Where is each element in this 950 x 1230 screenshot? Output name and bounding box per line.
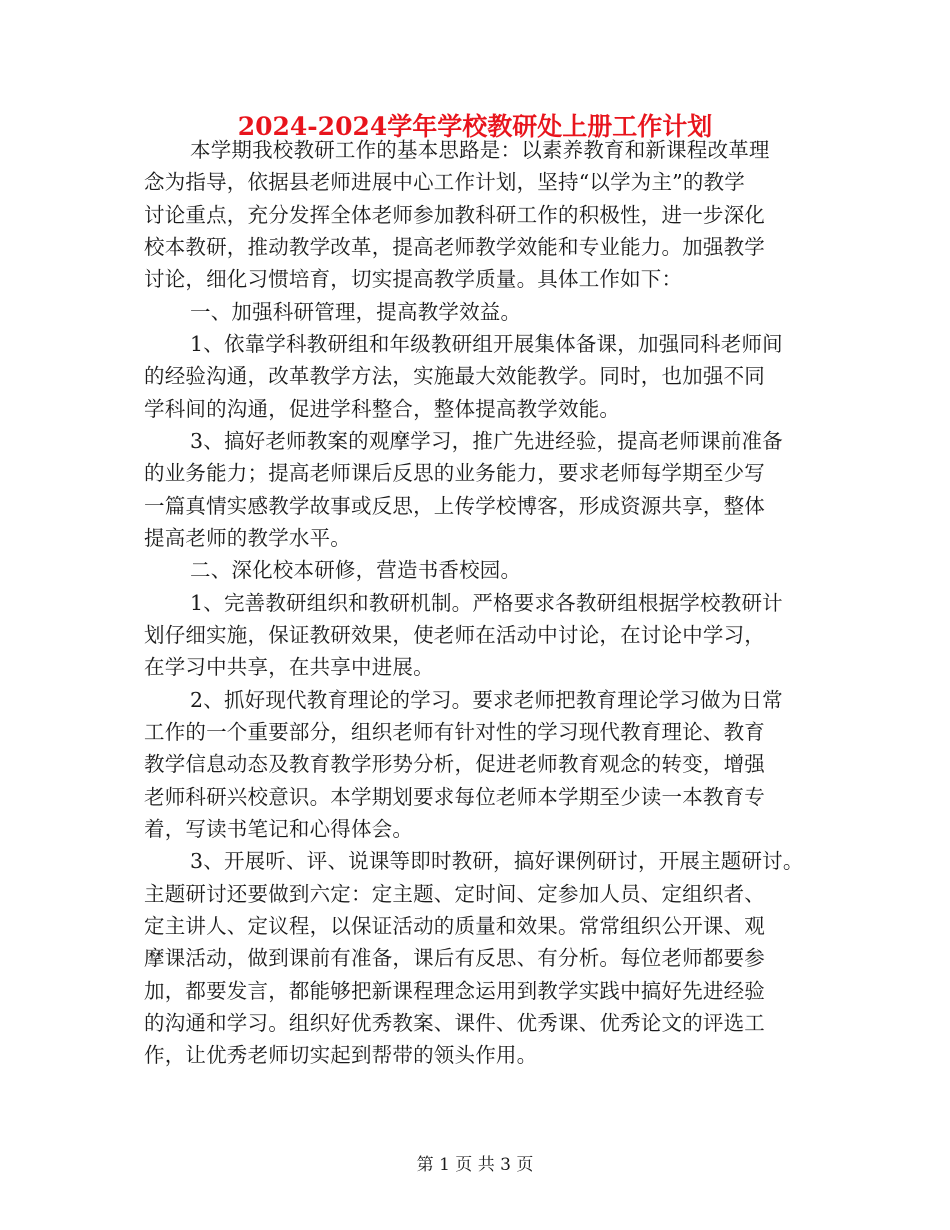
paragraph-line: 划仔细实施，保证教研效果，使老师在活动中讨论，在讨论中学习， bbox=[144, 623, 765, 647]
page-footer: 第 1 页 共 3 页 bbox=[416, 1155, 534, 1175]
paragraph-line: 本学期我校教研工作的基本思路是：以素养教育和新课程改革理 bbox=[190, 138, 770, 162]
paragraph-line: 老师科研兴校意识。本学期划要求每位老师本学期至少读一本教育专 bbox=[144, 785, 765, 809]
paragraph-line: 的经验沟通，改革教学方法，实施最大效能教学。同时，也加强不同 bbox=[144, 364, 765, 388]
paragraph-line: 在学习中共享，在共享中进展。 bbox=[144, 655, 434, 679]
paragraph-line: 教学信息动态及教育教学形势分析，促进老师教育观念的转变，增强 bbox=[144, 752, 765, 776]
paragraph-line: 着，写读书笔记和心得体会。 bbox=[144, 817, 414, 841]
paragraph-line: 工作的一个重要部分，组织老师有针对性的学习现代教育理论、教育 bbox=[144, 720, 765, 744]
paragraph-line: 校本教研，推动教学改革，提高老师教学效能和专业能力。加强教学 bbox=[144, 235, 765, 259]
document-title: 2024-2024学年学校教研处上册工作计划 bbox=[237, 112, 713, 141]
paragraph-line: 讨论重点，充分发挥全体老师参加教科研工作的积极性，进一步深化 bbox=[144, 203, 765, 227]
paragraph-line: 3、搞好老师教案的观摩学习，推广先进经验，提高老师课前准备 bbox=[190, 429, 783, 453]
paragraph-line: 摩课活动，做到课前有准备，课后有反思、有分析。每位老师都要参 bbox=[144, 946, 765, 970]
paragraph-line: 一篇真情实感教学故事或反思，上传学校博客，形成资源共享，整体 bbox=[144, 494, 765, 518]
paragraph-line: 加，都要发言，都能够把新课程理念运用到教学实践中搞好先进经验 bbox=[144, 979, 765, 1003]
section-heading: 二、深化校本研修，营造书香校园。 bbox=[190, 558, 522, 582]
section-heading: 一、加强科研管理，提高教学效益。 bbox=[190, 300, 522, 324]
paragraph-line: 定主讲人、定议程，以保证活动的质量和效果。常常组织公开课、观 bbox=[144, 914, 765, 938]
paragraph-line: 1、依靠学科教研组和年级教研组开展集体备课，加强同科老师间 bbox=[190, 332, 783, 356]
paragraph-line: 1、完善教研组织和教研机制。严格要求各教研组根据学校教研计 bbox=[190, 591, 783, 615]
paragraph-line: 2、抓好现代教育理论的学习。要求老师把教育理论学习做为日常 bbox=[190, 688, 783, 712]
paragraph-line: 3、开展听、评、说课等即时教研，搞好课例研讨，开展主题研讨。 bbox=[190, 849, 804, 873]
paragraph-line: 的业务能力；提高老师课后反思的业务能力，要求老师每学期至少写 bbox=[144, 461, 765, 485]
paragraph-line: 主题研讨还要做到六定：定主题、定时间、定参加人员、定组织者、 bbox=[144, 882, 765, 906]
paragraph-line: 学科间的沟通，促进学科整合，整体提高教学效能。 bbox=[144, 397, 621, 421]
paragraph-line: 提高老师的教学水平。 bbox=[144, 526, 351, 550]
paragraph-line: 作，让优秀老师切实起到帮带的领头作用。 bbox=[144, 1043, 538, 1067]
paragraph-line: 的沟通和学习。组织好优秀教案、课件、优秀课、优秀论文的评选工 bbox=[144, 1011, 765, 1035]
paragraph-line: 讨论，细化习惯培育，切实提高教学质量。具体工作如下： bbox=[144, 267, 683, 291]
paragraph-line: 念为指导，依据县老师进展中心工作计划，坚持“以学为主”的教学 bbox=[144, 170, 745, 194]
